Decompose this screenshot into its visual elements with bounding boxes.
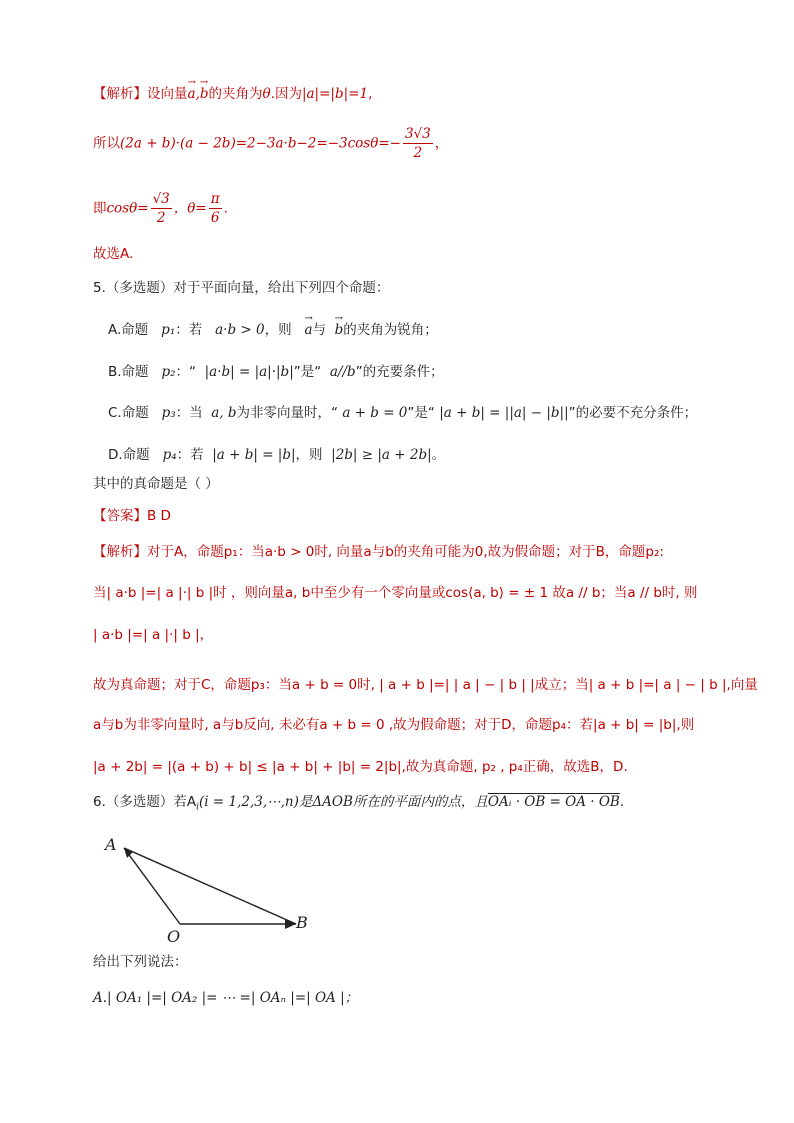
choose-a: 故选A.: [93, 246, 134, 262]
q5-option-d: D.命题 p₄：若 |a + b| = |b|，则 |2b| ≥ |a + 2b|。: [108, 447, 446, 463]
q6-option-a: A.| OA₁ |=| OA₂ |= ⋯ =| OAₙ |=| OA |；: [93, 990, 359, 1006]
q5-option-b: B.命题 p₂：“ |a·b| = |a|·|b|”是“ a//b”的充要条件；: [108, 364, 444, 380]
triangle-aob-figure: [100, 828, 320, 946]
q5-option-c: C.命题 p₃：当 a, b为非零向量时，“ a + b = 0”是“ |a + b| = ||a| − |b||”的必要不充分条件；: [108, 405, 698, 421]
fraction-3sqrt3-over-2: $\frac{3√3}{2}$: [404, 126, 431, 161]
analysis2-line3: | a·b |=| a |·| b |，: [93, 627, 214, 643]
fraction-pi-over-6: $\frac{\pi}{6}$: [210, 191, 220, 226]
q6-stem: 6.（多选题）若$A_i(i$ = 1,2,3,⋯,n)是ΔAOB所在的平面内的点，且OAᵢ · OB = OA · OB.: [93, 794, 625, 813]
analysis2-line1: 【解析】对于A，命题p₁：当a·b > 0时, 向量a与b的夹角可能为0,故为假命题；对于B，命题p₂:: [93, 544, 664, 560]
q5-answer: 【答案】B D: [93, 508, 171, 524]
analysis-tag: 【解析】: [93, 86, 147, 102]
analysis1-line3: 即cosθ= $\frac{√3}{2}$ ，θ= $\frac{\pi}{6}$ .: [93, 191, 228, 226]
arrowhead-b: [285, 919, 296, 929]
analysis2-line6: |a + 2b| = |(a + b) + b| ≤ |a + b| + |b| = 2|b|,故为真命题, p₂ , p₄正确，故选B，D.: [93, 759, 628, 775]
analysis1-line1: 【解析】设向量→ a,→ b的夹角为θ.因为|a|=|b|=1,: [93, 84, 734, 104]
segment-oa: [124, 848, 180, 924]
q6-following: 给出下列说法：: [93, 954, 188, 970]
q5-question: 其中的真命题是（ ）: [93, 476, 219, 492]
label-o: O: [167, 927, 181, 946]
analysis2-line5: a与b为非零向量时, a与b反向, 未必有a + b = 0 ,故为假命题；对于D，命题p₄：若|a + b| = |b|,则: [93, 717, 695, 733]
analysis2-line4: 故为真命题；对于C，命题p₃：当a + b = 0时, | a + b |=| | a | − | b | |成立；当| a + b |=| a | − | b |,向量: [93, 677, 758, 693]
analysis2-line2: 当| a·b |=| a |·| b |时 ，则向量a, b中至少有一个零向量或cos⟨a, b⟩ = ± 1 故a // b；当a // b时, 则: [93, 585, 698, 601]
fraction-sqrt3-over-2: $\frac{√3}{2}$: [152, 191, 170, 226]
q5-stem: 5.（多选题）对于平面向量，给出下列四个命题：: [93, 280, 390, 296]
analysis1-line2: 所以(2a + b)·(a − 2b)=2−3a·b−2=−3cosθ=− $\frac{3√3}{2}$ ，: [93, 126, 449, 161]
q5-option-a: A.命题 p₁：若 a·b > 0，则 → a与 → b的夹角为锐角；: [108, 320, 734, 340]
segment-ab: [124, 848, 296, 924]
label-a: A: [105, 835, 117, 854]
label-b: B: [296, 913, 308, 932]
